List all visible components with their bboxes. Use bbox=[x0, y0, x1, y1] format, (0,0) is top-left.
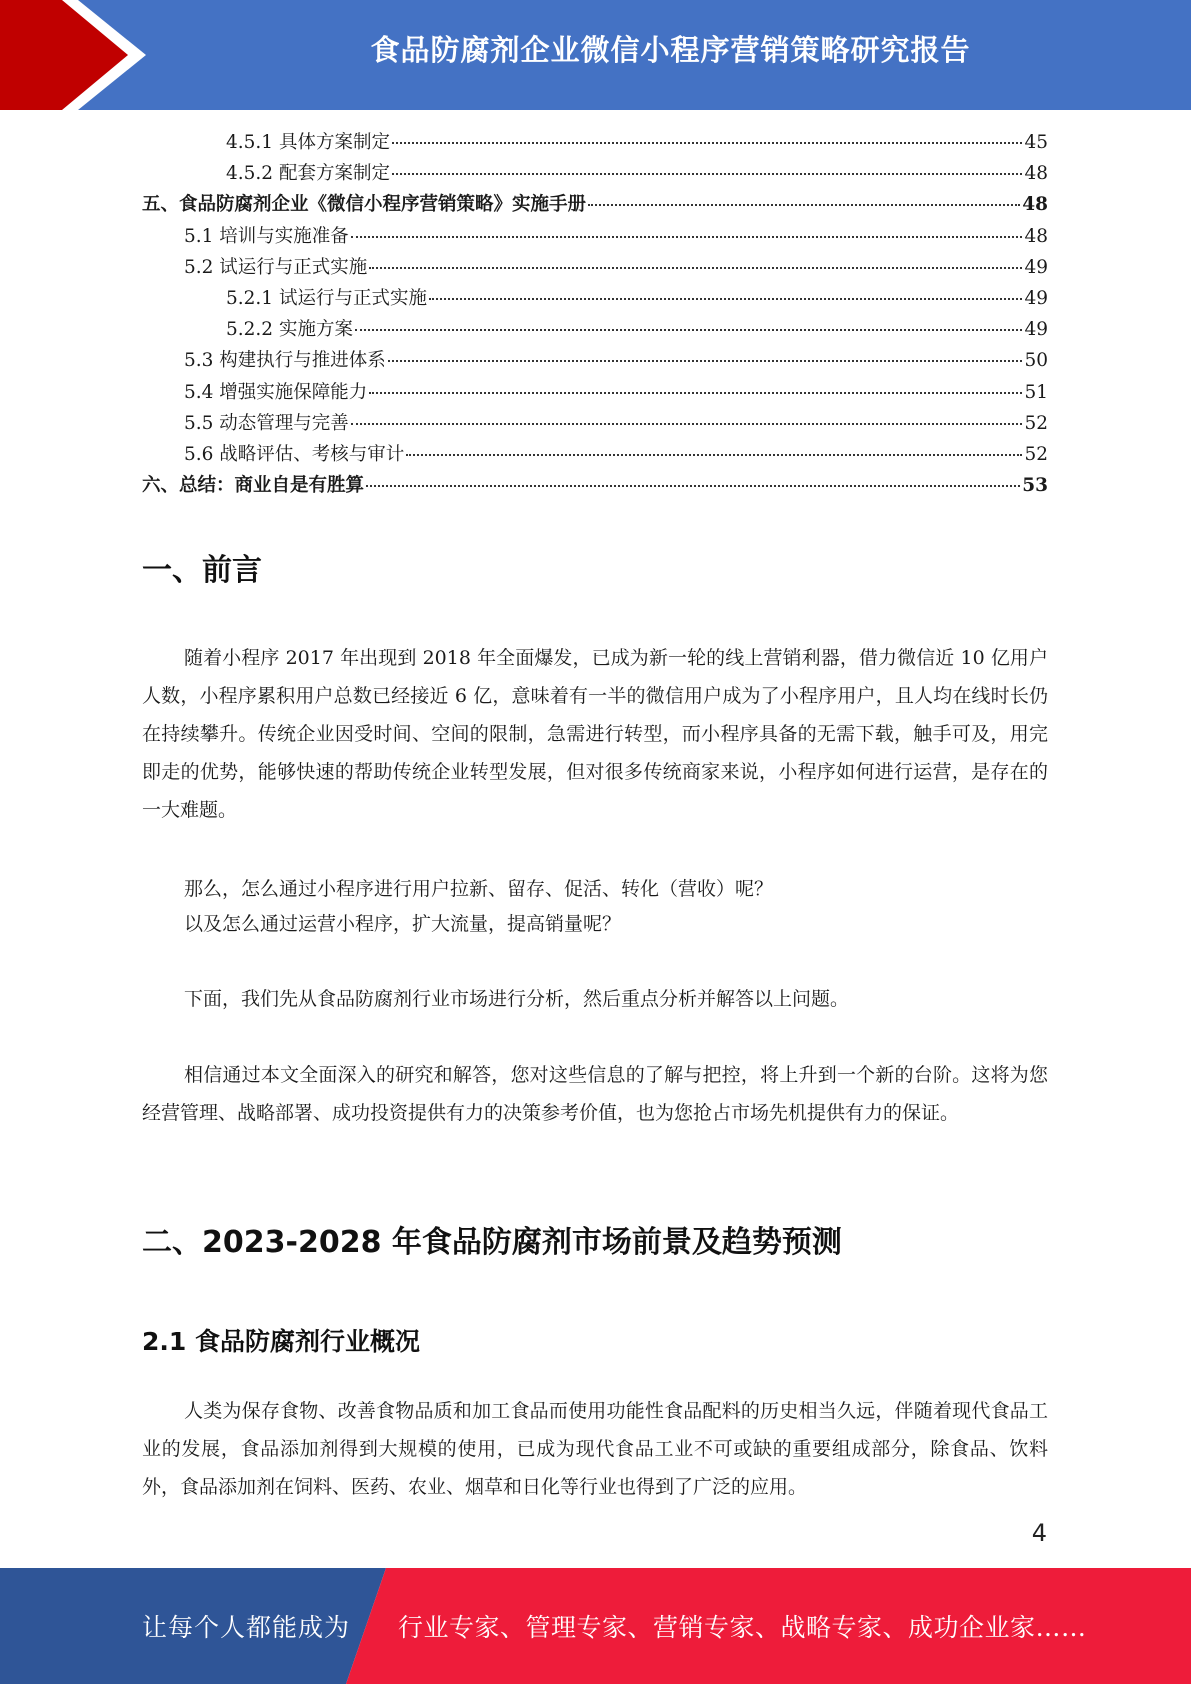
toc-entry-label: 六、总结：商业自是有胜算 bbox=[142, 475, 365, 497]
preface-question-2: 以及怎么通过运营小程序，扩大流量，提高销量呢？ bbox=[184, 913, 622, 935]
toc-leader-dots bbox=[388, 360, 1023, 362]
preface-question-1: 那么，怎么通过小程序进行用户拉新、留存、促活、转化（营收）呢？ bbox=[184, 878, 774, 900]
toc-entry-label: 5.1 培训与实施准备 bbox=[184, 225, 349, 247]
toc-entry-page: 52 bbox=[1024, 412, 1048, 434]
footer-slogan-right: 行业专家、管理专家、营销专家、战略专家、成功企业家…… bbox=[398, 1613, 1087, 1642]
table-of-contents bbox=[142, 128, 1048, 502]
industry-overview-paragraph: 人类为保存食物、改善食物品质和加工食品而使用功能性食品配料的历史相当久远，伴随着现代食品工业的发展，食品添加剂得到大规模的使用，已成为现代食品工业不可或缺的重要组成部分，除食品、饮料外，食品添加剂在饲料、医药、农业、烟草和日化等行业也得到了广泛的应用。 bbox=[142, 1400, 1048, 1498]
preface-paragraph-1: 随着小程序 2017 年出现到 2018 年全面爆发，已成为新一轮的线上营销利器，借力微信近 10 亿用户人数，小程序累积用户总数已经接近 6 亿，意味着有一半的微信用户成为了小程序用户，且人均在线时长仍在持续攀升。传统企业因受时间、空间的限制，急需进行转型，而小程序具备的无需下载，触手可及，用完即走的优势，能够快速的帮助传统企业转型发展，但对很多传统商家来说，小程序如何进行运营，是存在的一大难题。 bbox=[142, 647, 1048, 821]
page-header bbox=[0, 0, 1191, 110]
toc-leader-dots bbox=[369, 392, 1022, 394]
toc-entry-page: 50 bbox=[1024, 350, 1048, 372]
toc-entry[interactable] bbox=[142, 222, 1048, 253]
preface-paragraph-3: 相信通过本文全面深入的研究和解答，您对这些信息的了解与把控，将上升到一个新的台阶。这将为您经营管理、战略部署、成功投资提供有力的决策参考价值，也为您抢占市场先机提供有力的保证。 bbox=[142, 1064, 1048, 1124]
toc-entry[interactable] bbox=[142, 471, 1048, 502]
toc-entry-page: 49 bbox=[1024, 287, 1048, 309]
section-heading-market-forecast: 二、2023-2028 年食品防腐剂市场前景及趋势预测 bbox=[142, 1225, 842, 1260]
toc-entry-page: 48 bbox=[1022, 194, 1048, 216]
toc-entry[interactable] bbox=[142, 159, 1048, 190]
toc-leader-dots bbox=[366, 485, 1020, 487]
toc-entry-page: 49 bbox=[1024, 319, 1048, 341]
subsection-heading-industry-overview: 2.1 食品防腐剂行业概况 bbox=[142, 1327, 420, 1356]
toc-entry[interactable] bbox=[142, 190, 1048, 221]
toc-entry[interactable] bbox=[142, 128, 1048, 159]
toc-leader-dots bbox=[351, 423, 1023, 425]
preface-paragraph-2: 下面，我们先从食品防腐剂行业市场进行分析，然后重点分析并解答以上问题。 bbox=[184, 988, 850, 1010]
toc-leader-dots bbox=[429, 298, 1022, 300]
toc-entry[interactable] bbox=[142, 378, 1048, 409]
footer-slogan-left: 让每个人都能成为 bbox=[142, 1613, 351, 1642]
toc-leader-dots bbox=[355, 329, 1023, 331]
toc-entry-page: 51 bbox=[1024, 381, 1048, 403]
report-title: 食品防腐剂企业微信小程序营销策略研究报告 bbox=[370, 33, 971, 67]
toc-entry-label: 5.6 战略评估、考核与审计 bbox=[184, 443, 405, 465]
toc-entry-label: 4.5.2 配套方案制定 bbox=[226, 163, 390, 185]
toc-entry-page: 52 bbox=[1024, 443, 1048, 465]
header-arrow-accent bbox=[0, 0, 150, 110]
toc-entry[interactable] bbox=[142, 315, 1048, 346]
toc-entry-label: 5.2.1 试运行与正式实施 bbox=[226, 287, 427, 309]
toc-entry[interactable] bbox=[142, 440, 1048, 471]
toc-entry-page: 48 bbox=[1024, 225, 1048, 247]
toc-entry-page: 49 bbox=[1024, 256, 1048, 278]
toc-leader-dots bbox=[369, 267, 1022, 269]
toc-leader-dots bbox=[351, 236, 1023, 238]
toc-entry-label: 5.2.2 实施方案 bbox=[226, 319, 353, 341]
toc-leader-dots bbox=[392, 173, 1022, 175]
toc-entry[interactable] bbox=[142, 253, 1048, 284]
section-heading-preface: 一、前言 bbox=[142, 553, 262, 588]
toc-entry-page: 53 bbox=[1022, 475, 1048, 497]
toc-entry-page: 45 bbox=[1024, 132, 1048, 153]
toc-entry-label: 5.4 增强实施保障能力 bbox=[184, 381, 368, 403]
page-number: 4 bbox=[1031, 1519, 1047, 1547]
toc-entry-label: 五、食品防腐剂企业《微信小程序营销策略》实施手册 bbox=[142, 194, 587, 216]
page-footer bbox=[0, 1568, 1191, 1684]
toc-leader-dots bbox=[406, 454, 1022, 456]
toc-entry-label: 4.5.1 具体方案制定 bbox=[226, 132, 390, 153]
toc-entry[interactable] bbox=[142, 284, 1048, 315]
toc-entry[interactable] bbox=[142, 409, 1048, 440]
toc-entry-label: 5.5 动态管理与完善 bbox=[184, 412, 349, 434]
toc-entry-label: 5.2 试运行与正式实施 bbox=[184, 256, 368, 278]
toc-leader-dots bbox=[588, 204, 1020, 206]
toc-entry[interactable] bbox=[142, 346, 1048, 377]
toc-entry-label: 5.3 构建执行与推进体系 bbox=[184, 350, 386, 372]
toc-leader-dots bbox=[392, 142, 1022, 144]
toc-entry-page: 48 bbox=[1024, 163, 1048, 185]
